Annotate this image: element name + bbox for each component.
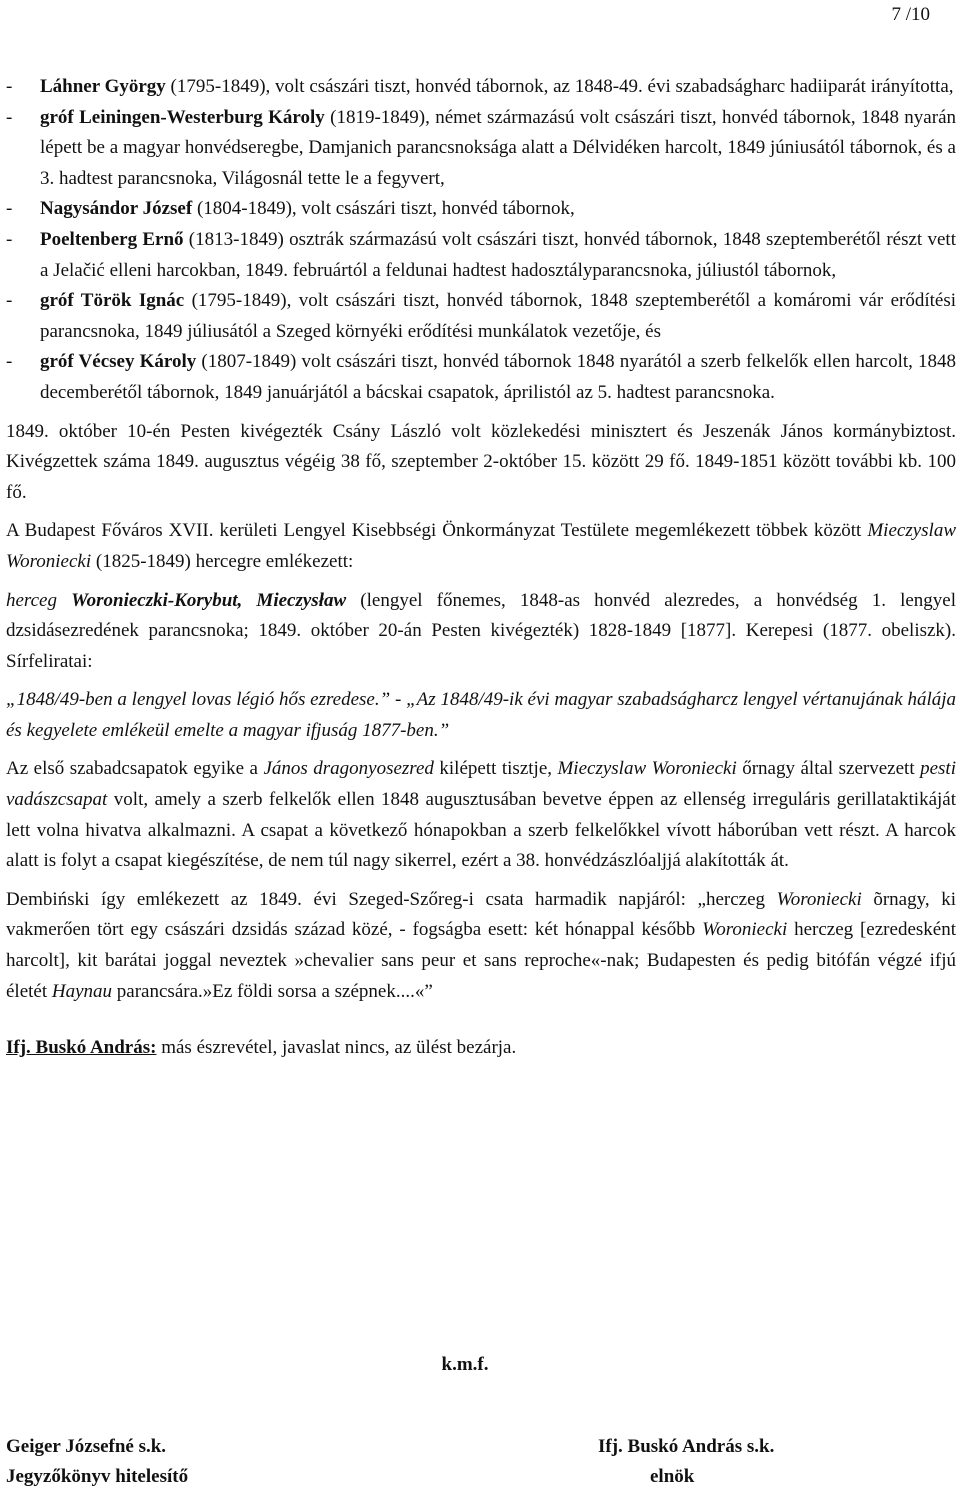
signature-left — [6, 1432, 188, 1492]
text: Dembiński így emlékezett az 1849. évi Szeged-Szőreg-i csata harmadik napjáról: „herczeg — [6, 888, 777, 910]
paragraph-inscriptions — [6, 685, 956, 746]
text: A Budapest Főváros XVII. kerületi Lengyel Kisebbségi Önkormányzat Testülete megemlékezett többek között — [6, 520, 868, 542]
text: volt, amely a szerb felkelők ellen 1848 augusztusában bevetve éppen az ellenség irreguláris gerillataktikáját lett volna hivatva alkalmazni. A csapat a következő hónapokban a szerb felkelőkkel vívott háborúban vett részt. A harcok alatt is folyt a csapat kiegészítése, de nem túl nagy sikerrel, ezért a 38. honvédzászlóaljjá alakították át. — [6, 789, 956, 872]
document-body — [6, 72, 956, 1064]
inscription-1: „1848/49-ben a lengyel lovas légió hős ezredese.” — [6, 689, 391, 711]
list-item — [6, 103, 956, 195]
closing-statement — [6, 1033, 956, 1064]
general-name: gróf Vécsey Károly — [40, 351, 197, 373]
list-item — [6, 225, 956, 286]
text: (lengyel főnemes, 1848-as honvéd alezredes, a honvédség 1. lengyel dzsidásezredének parancsnoka; 1849. október 20-án Pesten kivégezték) 1828-1849 [1877]. Kerepesi (1877. obeliszk). Sírfeliratai: — [6, 589, 956, 672]
list-dash: - — [6, 351, 13, 373]
person-name: Haynau — [51, 980, 113, 1002]
text: herczeg [ezredesként harcolt], kit barátai joggal neveztek »chevalier sans peur et sans reproche«-nak; Budapesten és pedig bitófán végzé ifjú életét — [6, 919, 956, 1002]
general-description: (1807-1849) volt császári tiszt, honvéd tábornok 1848 nyarától a szerb felkelők ellen harcolt, 1848 decemberétől tábornok, 1849 januárjától a bácskai csapatok, áprilistól az 5. hadtest parancsnoka. — [40, 351, 956, 403]
list-item — [6, 72, 956, 103]
list-item — [6, 194, 956, 225]
paragraph-commemoration — [6, 516, 956, 577]
signature-right — [598, 1432, 774, 1492]
text: (1825-1849) hercegre emlékezett: — [91, 550, 354, 572]
paragraph-executions: 1849. október 10-én Pesten kivégezték Csány László volt közlekedési minisztert és Jeszenák János kormánybiztost. Kivégzettek száma 1849. augusztus végéig 38 fő, szeptember 2-október 15. között 29 fő. 1849-1851 között további kb. 100 fő. — [6, 420, 956, 503]
text: őrnagy által szervezett — [736, 758, 921, 780]
person-name: Mieczyslaw Woroniecki — [557, 758, 737, 780]
general-name: Nagysándor József — [40, 198, 193, 220]
list-dash: - — [6, 228, 13, 250]
general-description: (1819-1849), német származású volt császári tiszt, honvéd tábornok, 1848 nyarán lépett be a magyar honvédseregbe, Damjanich parancsnoksága alatt a Délvidéken harcolt, 1849 júniusától tábornok, és a 3. hadtest parancsnoka, Világosnál tette le a fegyvert, — [40, 106, 956, 189]
kmf-mark: k.m.f. — [441, 1354, 489, 1375]
signer-role: Jegyzőkönyv hitelesítő — [6, 1466, 189, 1487]
general-description: (1795-1849), volt császári tiszt, honvéd tábornok, 1848 szeptemberétől a komáromi vár erődítési parancsnoka, 1849 júliusától a Szeged környéki erődítési munkálatok vezetője, és — [40, 290, 956, 342]
general-description: (1795-1849), volt császári tiszt, honvéd tábornok, az 1848-49. évi szabadságharc hadiiparát irányította, — [165, 76, 954, 97]
signer-role: elnök — [650, 1466, 695, 1487]
person-name: Woroniecki — [702, 919, 788, 941]
person-name: Woronieczki-Korybut, Mieczysław — [71, 589, 347, 611]
chair-name: Ifj. Buskó András: — [6, 1037, 157, 1059]
list-item — [6, 286, 956, 347]
list-dash: - — [6, 76, 13, 97]
general-name: Láhner György — [40, 76, 166, 97]
text: õrnagy, ki vakmerően tört egy császári dzsidás század közé, - fogságba esett: két hónappal később — [6, 888, 956, 941]
signer-name: Ifj. Buskó András s.k. — [598, 1436, 775, 1457]
paragraph-biography — [6, 586, 956, 678]
separator: - — [390, 689, 407, 711]
italic-text: János dragonyosezred — [263, 758, 434, 780]
executed-generals-list — [6, 72, 956, 409]
page-number: 7 /10 — [891, 4, 930, 25]
text: kilépett tisztje, — [433, 758, 558, 780]
person-name: Woroniecki — [776, 888, 862, 910]
general-description: (1813-1849) osztrák származású volt császári tiszt, honvéd tábornok, 1848 szeptemberétől részt vett a Jelačić elleni harcokban, 1849. februártól a feldunai hadtest hadosztályparancsnoka, júliustól tábornok, — [40, 228, 956, 281]
list-dash: - — [6, 198, 13, 220]
general-name: gróf Leiningen-Westerburg Károly — [40, 106, 325, 128]
general-name: Poeltenberg Ernő — [40, 228, 184, 250]
title-text: herceg — [6, 589, 72, 611]
inscription-2: „Az 1848/49-ik évi magyar szabadságharcz lengyel vértanujának hálája és kegyelete emlékeül emelte a magyar ifjuság 1877-ben.” — [6, 689, 957, 741]
signer-name: Geiger Józsefné s.k. — [6, 1436, 167, 1457]
paragraph-dembinski — [6, 885, 956, 1007]
list-dash: - — [6, 290, 13, 312]
italic-text: pesti vadászcsapat — [6, 758, 956, 811]
general-name: gróf Török Ignác — [40, 290, 185, 312]
text: más észrevétel, javaslat nincs, az ülést bezárja. — [156, 1037, 517, 1059]
text: Az első szabadcsapatok egyike a — [6, 758, 264, 780]
list-item — [6, 347, 956, 408]
paragraph-free-corps — [6, 754, 956, 876]
list-dash: - — [6, 106, 13, 128]
text: parancsára.»Ez földi sorsa a szépnek....«” — [112, 980, 433, 1002]
person-name: Mieczyslaw Woroniecki — [6, 520, 956, 572]
general-description: (1804-1849), volt császári tiszt, honvéd tábornok, — [192, 198, 575, 220]
